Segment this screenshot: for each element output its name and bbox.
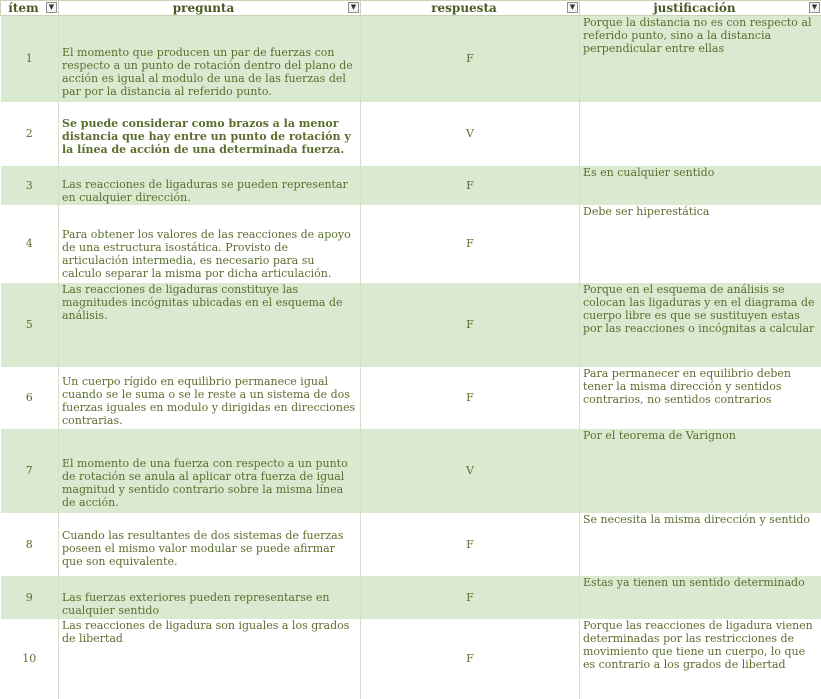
cell-pregunta: Las reacciones de ligaduras se pueden representar en cualquier dirección. — [59, 166, 361, 205]
cell-justificacion: Se necesita la misma dirección y sentido — [580, 513, 821, 576]
table-row[interactable] — [1, 367, 821, 429]
header-justificacion — [580, 1, 821, 16]
table-row[interactable] — [1, 429, 821, 513]
header-justificacion-label: justificación — [653, 1, 747, 15]
cell-item: 1 — [1, 16, 59, 102]
table-row[interactable] — [1, 619, 821, 699]
cell-item: 3 — [1, 166, 59, 205]
cell-item: 8 — [1, 513, 59, 576]
cell-pregunta: Las reacciones de ligadura son iguales a los grados de libertad — [59, 619, 361, 699]
cell-respuesta: F — [361, 367, 580, 429]
cell-item: 7 — [1, 429, 59, 513]
header-item-label: ítem — [8, 1, 50, 15]
cell-justificacion: Es en cualquier sentido — [580, 166, 821, 205]
header-item — [1, 1, 59, 16]
cell-pregunta: Las reacciones de ligaduras constituye las magnitudes incógnitas ubicadas en el esquema de análisis. — [59, 283, 361, 367]
cell-respuesta: V — [361, 429, 580, 513]
cell-item: 6 — [1, 367, 59, 429]
cell-respuesta: F — [361, 619, 580, 699]
cell-respuesta: F — [361, 16, 580, 102]
cell-justificacion: Para permanecer en equilibrio deben tener la misma dirección y sentidos contrarios, no sentidos contrarios — [580, 367, 821, 429]
table-row[interactable] — [1, 166, 821, 205]
table-header — [1, 1, 821, 16]
cell-pregunta: Se puede considerar como brazos a la menor distancia que hay entre un punto de rotación y la línea de acción de una determinada fuerza. — [59, 102, 361, 166]
cell-justificacion — [580, 102, 821, 166]
cell-justificacion: Porque en el esquema de análisis se colocan las ligaduras y en el diagrama de cuerpo libre es que se sustituyen estas por las reacciones o incógnitas a calcular — [580, 283, 821, 367]
cell-pregunta: Para obtener los valores de las reacciones de apoyo de una estructura isostática. Provisto de articulación intermedia, es necesario para su calculo separar la misma por dicha articulación. — [59, 205, 361, 283]
cell-item: 5 — [1, 283, 59, 367]
cell-pregunta: El momento que producen un par de fuerzas con respecto a un punto de rotación dentro del plano de acción es igual al modulo de una de las fuerzas del par por la distancia al referido punto. — [59, 16, 361, 102]
header-respuesta-label: respuesta — [431, 1, 509, 15]
filter-dropdown-icon[interactable]: ▼ — [567, 2, 578, 13]
cell-justificacion: Debe ser hiperestática — [580, 205, 821, 283]
cell-pregunta: Las fuerzas exteriores pueden representarse en cualquier sentido — [59, 576, 361, 619]
cell-justificacion: Estas ya tienen un sentido determinado — [580, 576, 821, 619]
cell-respuesta: F — [361, 283, 580, 367]
table-row[interactable] — [1, 576, 821, 619]
cell-respuesta: F — [361, 513, 580, 576]
filter-dropdown-icon[interactable]: ▼ — [809, 2, 820, 13]
cell-justificacion: Porque las reacciones de ligadura vienen determinadas por las restricciones de movimiento que tiene un cuerpo, lo que es contrario a los grados de libertad — [580, 619, 821, 699]
table-row[interactable] — [1, 102, 821, 166]
header-respuesta — [361, 1, 580, 16]
table-row[interactable] — [1, 16, 821, 102]
filter-dropdown-icon[interactable]: ▼ — [348, 2, 359, 13]
cell-respuesta: F — [361, 576, 580, 619]
table-row[interactable] — [1, 513, 821, 576]
filter-dropdown-icon[interactable]: ▼ — [46, 2, 57, 13]
cell-pregunta: Un cuerpo rígido en equilibrio permanece igual cuando se le suma o se le reste a un sistema de dos fuerzas iguales en modulo y dirigidas en direcciones contrarias. — [59, 367, 361, 429]
cell-respuesta: F — [361, 166, 580, 205]
cell-pregunta: Cuando las resultantes de dos sistemas de fuerzas poseen el mismo valor modular se puede afirmar que son equivalente. — [59, 513, 361, 576]
header-pregunta-label: pregunta — [173, 1, 247, 15]
cell-respuesta: V — [361, 102, 580, 166]
cell-item: 4 — [1, 205, 59, 283]
cell-pregunta: El momento de una fuerza con respecto a un punto de rotación se anula al aplicar otra fuerza de igual magnitud y sentido contrario sobre la misma línea de acción. — [59, 429, 361, 513]
cell-item: 9 — [1, 576, 59, 619]
cell-justificacion: Porque la distancia no es con respecto al referido punto, sino a la distancia perpendicular entre ellas — [580, 16, 821, 102]
cell-justificacion: Por el teorema de Varignon — [580, 429, 821, 513]
table-body — [1, 16, 821, 699]
table-row[interactable] — [1, 283, 821, 367]
cell-respuesta: F — [361, 205, 580, 283]
header-pregunta — [59, 1, 361, 16]
cell-item: 2 — [1, 102, 59, 166]
cell-item: 10 — [1, 619, 59, 699]
table-row[interactable] — [1, 205, 821, 283]
